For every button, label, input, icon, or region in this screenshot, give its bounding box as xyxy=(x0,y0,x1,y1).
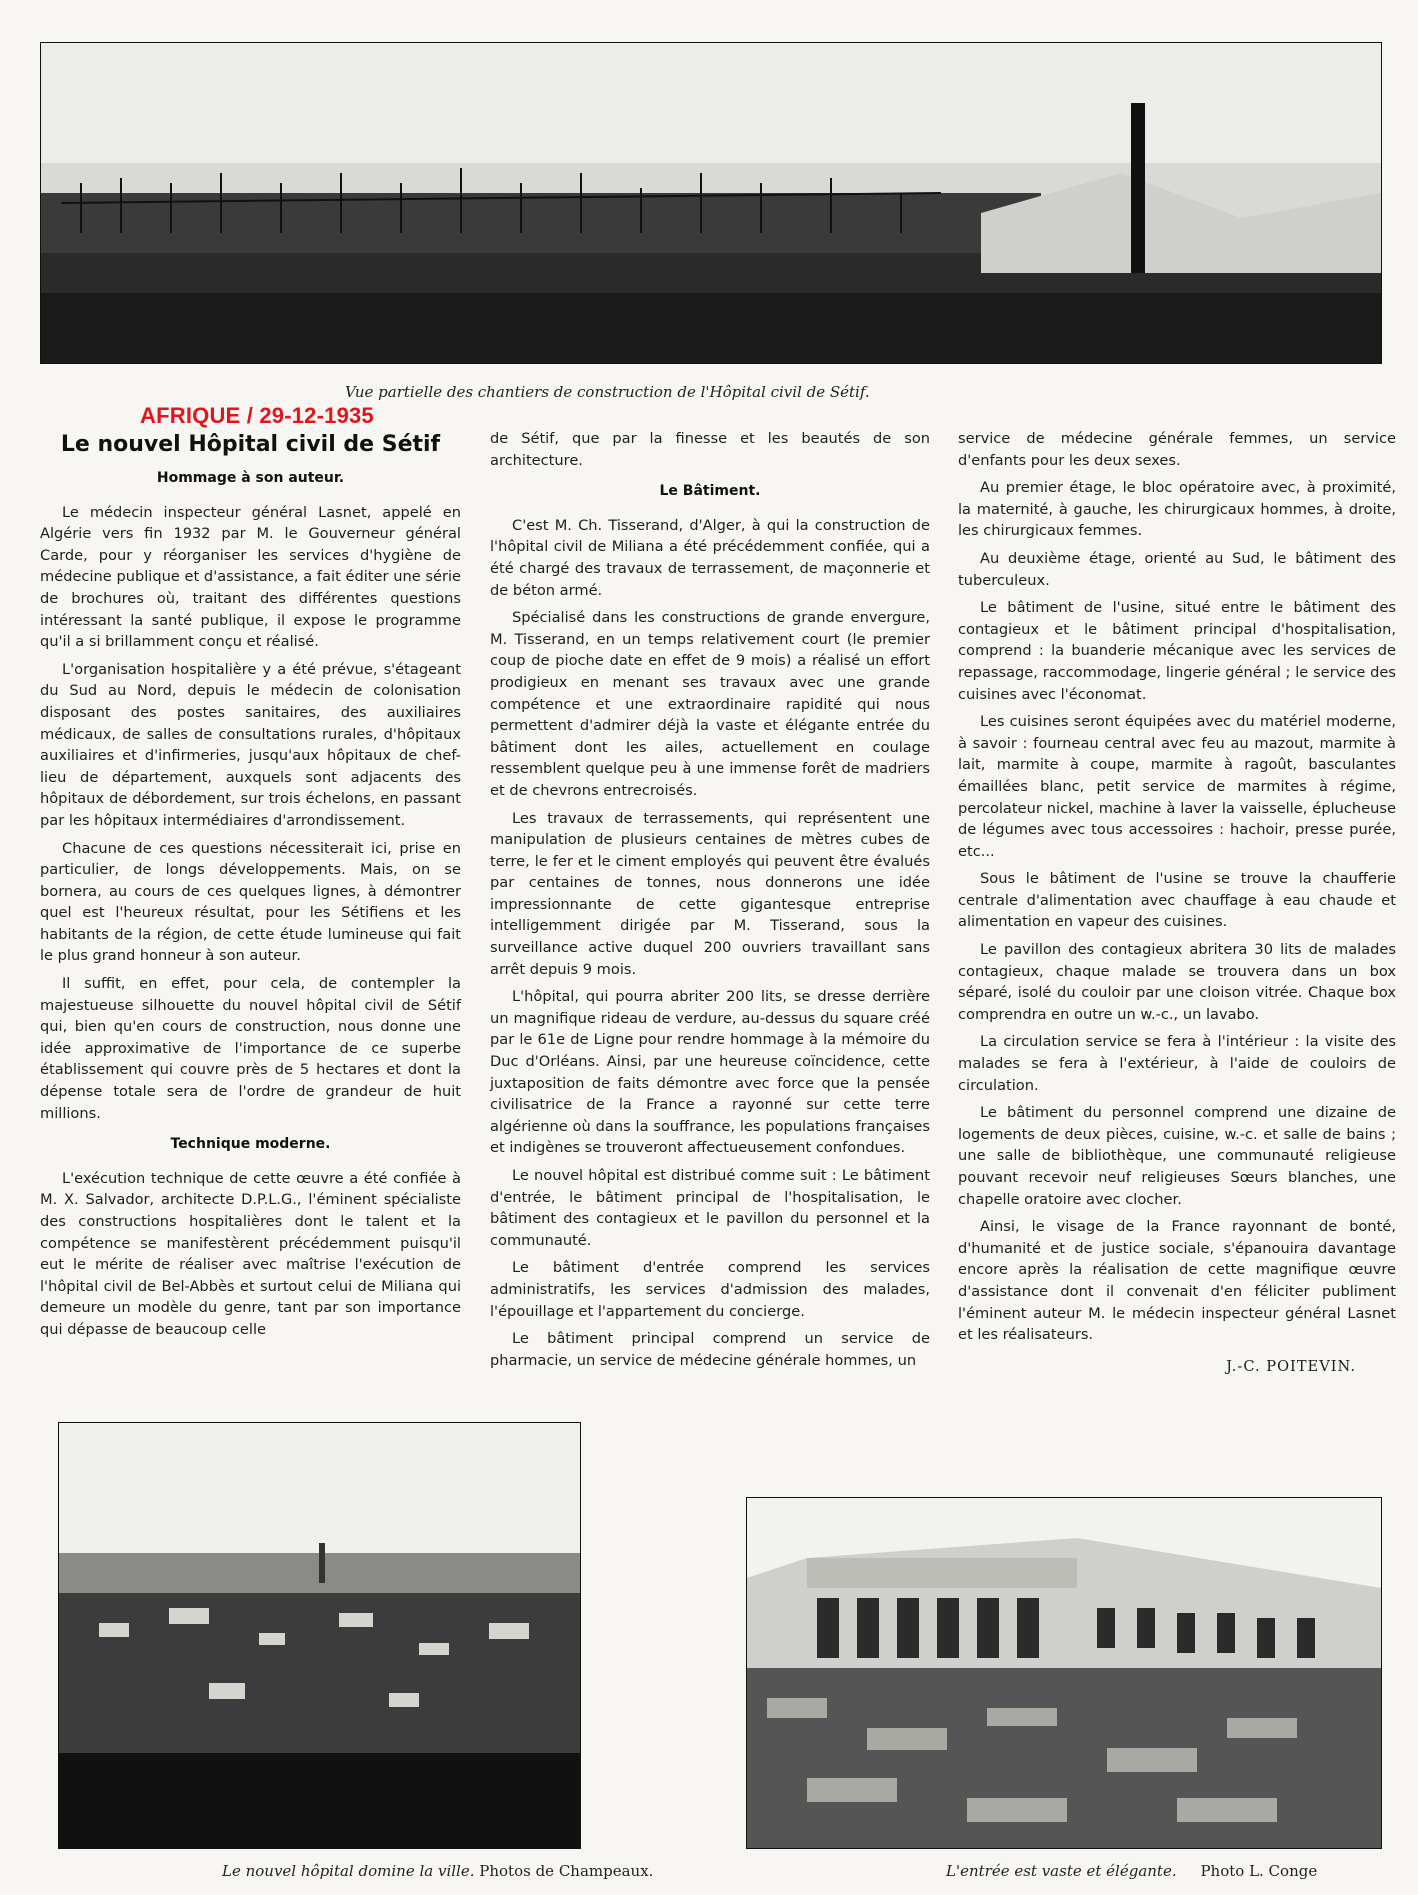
paragraph: Les travaux de terrassements, qui représentent une manipulation de plusieurs centaines de mètres cubes de terre, le fer et le ciment employés qui peuvent être évalués par centaines de tonnes, nous donnerons une idée impressionnante de cette gigantesque entreprise intelligemment dirigée par M. Tisserand, sous la surveillance active duquel 200 ouvriers travaillant sans arrêt depuis 9 mois. xyxy=(490,809,930,978)
paragraph: Les cuisines seront équipées avec du matériel moderne, à savoir : fourneau central avec feu au mazout, marmite à lait, marmite à coupe, marmite à ragoût, basculantes émaillées blanc, petit service de marmites à régime, percolateur nickel, machine à laver la vaisselle, éplucheuse de légumes avec tous accessoires : hachoir, presse purée, etc... xyxy=(958,713,1396,860)
paragraph: Le bâtiment principal comprend un service de pharmacie, un service de médecine générale hommes, un xyxy=(490,1330,930,1369)
paragraph: Le médecin inspecteur général Lasnet, appelé en Algérie vers fin 1932 par M. le Gouverneur général Carde, pour y réorganiser les services d'hygiène de médecine publique et d'assistance, a fait éditer une série de brochures où, traitant des différentes questions intéressant la santé publique, il expose le programme qu'il a si brillamment conçu et réalisé. xyxy=(40,503,461,651)
section-heading-batiment: Le Bâtiment. xyxy=(659,483,761,500)
paragraph: Le bâtiment de l'usine, situé entre le bâtiment des contagieux et le bâtiment principal d'hospitalisation, comprend : la buanderie mécanique avec les services de repassage, raccommodage, lingerie général ; le service des cuisines avec l'économat. xyxy=(958,599,1396,703)
paragraph: Le nouvel hôpital est distribué comme suit : Le bâtiment d'entrée, le bâtiment principal de l'hospitalisation, le bâtiment des contagieux et le pavillon du personnel et la communauté. xyxy=(490,1167,930,1249)
article-column-2 xyxy=(490,428,930,1377)
bottom-left-photo-credit: Photos de Champeaux. xyxy=(479,1862,654,1880)
article-column-1 xyxy=(40,428,461,1347)
paragraph: Le bâtiment d'entrée comprend les services administratifs, les services d'admission des malades, l'épouillage et l'appartement du concierge. xyxy=(490,1259,930,1320)
section-heading-hommage: Hommage à son auteur. xyxy=(156,470,345,486)
bottom-left-caption-text: Le nouvel hôpital domine la ville. xyxy=(222,1862,475,1880)
paragraph: L'hôpital, qui pourra abriter 200 lits, se dresse derrière un magnifique rideau de verdure, au-dessus du square créé par le 61e de Ligne pour rendre hommage à la mémoire du Duc d'Orléans. Ainsi, par une heureuse coïncidence, cette juxtaposition de faits démontre avec force que la pensée civilisatrice de la France a rayonné sur cette terre algérienne où dans la souffrance, les populations françaises et indigènes se trouveront affectueusement confondues. xyxy=(490,988,930,1157)
bottom-right-photo-credit: Photo L. Conge xyxy=(1200,1862,1318,1880)
paragraph: Le pavillon des contagieux abritera 30 lits de malades contagieux, chaque malade se trouvera dans un box séparé, isolé du couloir par une cloison vitrée. Chaque box comprendra en outre un w.-c., un lavabo. xyxy=(958,941,1396,1023)
paragraph-continuation: de Sétif, que par la finesse et les beautés de son architecture. xyxy=(490,430,930,469)
paragraph: C'est M. Ch. Tisserand, d'Alger, à qui la construction de l'hôpital civil de Miliana a été précédemment confiée, qui a été chargé des travaux de terrassement, de maçonnerie et de béton armé. xyxy=(490,516,930,599)
hospital-entrance-photo xyxy=(746,1497,1382,1849)
bottom-right-caption xyxy=(946,1862,1317,1880)
paragraph: La circulation service se fera à l'intérieur : la visite des malades se fera à l'extérieur, à l'aide de couloirs de circulation. xyxy=(958,1033,1396,1094)
top-photo-caption: Vue partielle des chantiers de construction de l'Hôpital civil de Sétif. xyxy=(345,383,870,401)
paragraph: Spécialisé dans les constructions de grande envergure, M. Tisserand, en un temps relativement court (le premier coup de pioche date en effet de 9 mois) a réalisé un effort prodigieux en menant ses travaux avec une grande compétence et une extraordinaire rapidité qui nous permettent d'admirer déjà la vaste et élégante entrée du bâtiment dont les ailes, actuellement en coulage ressemblent quelque peu à une immense forêt de madriers et de chevrons entrecroisés. xyxy=(490,609,930,799)
source-date-stamp: AFRIQUE / 29-12-1935 xyxy=(140,403,374,428)
paragraph: L'organisation hospitalière y a été prévue, s'étageant du Sud au Nord, depuis le médecin de colonisation disposant des postes sanitaires, des auxiliaires médicaux, de salles de consultations rurales, d'hôpitaux auxiliaires et d'infirmeries, jusqu'aux hôpitaux de chef-lieu de département, auxquels sont adjacents des hôpitaux de débordement, sur trois échelons, en passant par les hôpitaux intermédiaires d'arrondissement. xyxy=(40,660,461,829)
paragraph-continuation: service de médecine générale femmes, un service d'enfants pour les deux sexes. xyxy=(958,430,1396,469)
construction-site-photo xyxy=(40,42,1382,364)
section-heading-technique: Technique moderne. xyxy=(170,1136,331,1153)
author-signature: J.-C. POITEVIN. xyxy=(1226,1357,1356,1375)
paragraph: Il suffit, en effet, pour cela, de contempler la majestueuse silhouette du nouvel hôpital civil de Sétif qui, bien qu'en cours de construction, nous donne une idée approximative de l'importance de ce superbe établissement qui couvre près de 5 hectares et dont la dépense totale sera de l'ordre de grandeur de huit millions. xyxy=(40,975,461,1122)
article-title: Le nouvel Hôpital civil de Sétif xyxy=(60,432,441,457)
paragraph: Le bâtiment du personnel comprend une dizaine de logements de deux pièces, cuisine, w.-c. et salle de bains ; une salle de bibliothèque, une communauté religieuse pouvant recevoir neuf religieuses Sœurs blanches, une chapelle oratoire avec clocher. xyxy=(958,1104,1396,1208)
paragraph: Au deuxième étage, orienté au Sud, le bâtiment des tuberculeux. xyxy=(958,549,1396,589)
paragraph: Sous le bâtiment de l'usine se trouve la chaufferie centrale d'alimentation avec chauffage à eau chaude et alimentation en vapeur des cuisines. xyxy=(958,870,1396,931)
paragraph: Chacune de ces questions nécessiterait ici, prise en particulier, de longs développements. Mais, on se bornera, au cours de ces quelques lignes, à démontrer quel est l'heureux résultat, pour les Sétifiens et les habitants de la région, de cette étude lumineuse qui fait le plus grand honneur à son auteur. xyxy=(40,839,461,965)
paragraph: Au premier étage, le bloc opératoire avec, à proximité, la maternité, à gauche, les chirurgicaux hommes, à droite, les chirurgicaux femmes. xyxy=(958,479,1396,540)
bottom-left-caption xyxy=(222,1862,653,1880)
paragraph: Ainsi, le visage de la France rayonnant de bonté, d'humanité et de justice sociale, s'épanouira davantage encore après la réalisation de cette magnifique œuvre d'assistance dont il convenait d'en féliciter publiment l'éminent auteur M. le médecin inspecteur général Lasnet et les réalisateurs. xyxy=(958,1218,1396,1344)
town-view-photo xyxy=(58,1422,581,1849)
paragraph: L'exécution technique de cette œuvre a été confiée à M. X. Salvador, architecte D.P.L.G., l'éminent spécialiste des constructions hospitalières dont le talent et la compétence se manifestèrent précédemment puisqu'il eut le mérite de réaliser avec maîtrise l'exécution de l'hôpital civil de Bel-Abbès et surtout celui de Miliana qui demeure un modèle du genre, tant par son importance qui dépasse de beaucoup celle xyxy=(40,1169,461,1338)
article-column-3 xyxy=(958,428,1396,1383)
bottom-right-caption-text: L'entrée est vaste et élégante. xyxy=(946,1862,1177,1880)
